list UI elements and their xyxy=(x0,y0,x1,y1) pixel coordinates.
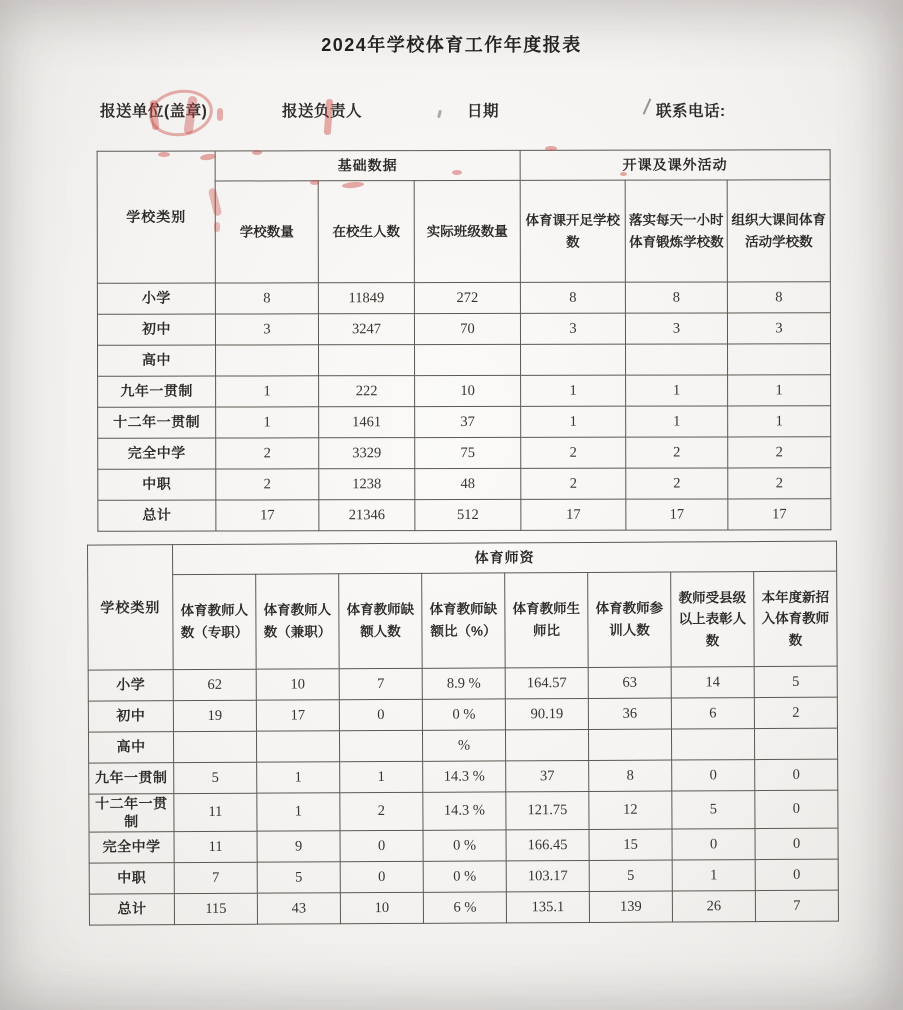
table-cell: 139 xyxy=(589,891,672,922)
table-cell: 2 xyxy=(728,437,831,468)
table-cell: 164.57 xyxy=(505,667,588,698)
table-cell: 1 xyxy=(216,376,319,407)
table-cell: 1 xyxy=(257,762,340,793)
table2-col-parttime-teachers: 体育教师人数（兼职） xyxy=(256,574,339,669)
page-title: 2024年学校体育工作年度报表 xyxy=(321,35,582,55)
table-cell: 10 xyxy=(256,669,339,700)
row-label: 小学 xyxy=(97,283,215,314)
table-cell: % xyxy=(422,730,505,761)
table-cell: 2 xyxy=(521,468,626,499)
table-cell: 11849 xyxy=(318,283,414,314)
table-cell: 37 xyxy=(415,406,521,437)
row-label: 高中 xyxy=(88,732,173,763)
table-cell: 3247 xyxy=(318,314,414,345)
row-label: 初中 xyxy=(88,701,173,732)
table2-col-commended-count: 教师受县级以上表彰人数 xyxy=(671,572,754,667)
report-phone-label: 联系电话: xyxy=(656,103,726,120)
table-row xyxy=(98,468,831,501)
row-label: 十二年一贯制 xyxy=(98,407,216,438)
table2-col-shortage-ratio: 体育教师缺额比（%） xyxy=(422,573,505,668)
table2-corner-header: 学校类别 xyxy=(88,545,174,670)
row-label: 初中 xyxy=(97,314,215,345)
table1-col-break-activity: 组织大课间体育活动学校数 xyxy=(727,180,830,282)
table-cell: 3 xyxy=(727,313,830,344)
table-row xyxy=(89,828,838,863)
table-cell: 0 xyxy=(755,828,838,859)
table1-group-header-row xyxy=(97,150,830,182)
table-cell: 103.17 xyxy=(506,860,589,891)
table-cell: 3 xyxy=(520,313,625,344)
table-cell: 14.3 % xyxy=(423,792,506,830)
table-cell: 0 xyxy=(340,830,423,861)
table-cell xyxy=(588,729,671,760)
table-cell xyxy=(626,344,728,375)
table-cell: 1461 xyxy=(319,407,415,438)
table-cell: 3 xyxy=(625,313,727,344)
table-cell: 10 xyxy=(340,892,423,923)
table-cell: 8 xyxy=(589,760,672,791)
table-cell: 75 xyxy=(415,437,521,468)
row-label: 十二年一贯制 xyxy=(89,794,174,832)
table1-col-pe-class-full: 体育课开足学校数 xyxy=(520,180,625,282)
table-cell: 11 xyxy=(174,793,257,831)
table-cell: 26 xyxy=(672,891,755,922)
table-cell: 0 xyxy=(340,861,423,892)
table-cell: 0 xyxy=(672,829,755,860)
table-cell: 17 xyxy=(256,700,339,731)
table-cell: 48 xyxy=(415,468,521,499)
table-cell: 2 xyxy=(626,468,728,499)
table-row xyxy=(88,728,837,763)
table-cell: 2 xyxy=(626,437,728,468)
table1-col-school-count: 学校数量 xyxy=(215,181,318,283)
table-cell: 272 xyxy=(414,282,520,313)
report-person-label: 报送负责人 xyxy=(282,103,363,120)
table-cell xyxy=(521,344,626,375)
table-cell: 2 xyxy=(340,792,423,830)
table2-col-new-hires: 本年度新招入体育教师数 xyxy=(754,571,837,666)
table-cell: 1 xyxy=(728,406,831,437)
table-row xyxy=(98,499,831,532)
table-cell: 2 xyxy=(216,438,319,469)
table-row xyxy=(97,282,830,315)
row-label: 总计 xyxy=(98,500,216,531)
table-cell xyxy=(415,344,521,375)
table-row xyxy=(97,313,830,346)
table1-group-activities: 开课及课外活动 xyxy=(520,150,830,181)
table-cell: 6 % xyxy=(423,892,506,923)
table-row xyxy=(89,759,838,794)
pen-stroke-mark xyxy=(643,98,652,114)
table-cell: 5 xyxy=(589,860,672,891)
table2-body xyxy=(88,666,838,925)
table-cell: 90.19 xyxy=(505,698,588,729)
table-cell: 0 xyxy=(755,759,838,790)
table-row xyxy=(89,890,838,925)
table-cell: 10 xyxy=(415,375,521,406)
table1-col-class-count: 实际班级数量 xyxy=(414,180,520,282)
table-cell: 1 xyxy=(340,761,423,792)
table-cell xyxy=(173,731,256,762)
row-label: 中职 xyxy=(98,469,216,500)
basic-data-table xyxy=(97,149,832,532)
table-row xyxy=(89,859,838,894)
table-cell: 8 xyxy=(625,282,727,313)
table-cell xyxy=(728,344,831,375)
table-cell: 6 xyxy=(671,698,754,729)
table-cell: 2 xyxy=(216,469,319,500)
pen-stroke-mark xyxy=(437,110,442,118)
table-cell: 512 xyxy=(415,499,521,530)
table-cell: 2 xyxy=(728,468,831,499)
table-cell: 36 xyxy=(588,698,671,729)
table2-column-header-row xyxy=(88,571,837,670)
table-cell: 0 xyxy=(755,790,838,828)
table-cell xyxy=(754,728,837,759)
table-cell: 1 xyxy=(257,793,340,831)
table-cell: 3 xyxy=(215,314,318,345)
table2-col-shortage-count: 体育教师缺额人数 xyxy=(339,573,422,668)
table-cell: 0 % xyxy=(423,830,506,861)
table-cell: 1 xyxy=(216,407,319,438)
table2-col-trained-count: 体育教师参训人数 xyxy=(588,572,671,667)
table-cell: 17 xyxy=(728,499,831,530)
table-cell xyxy=(505,729,588,760)
table-row xyxy=(88,697,837,732)
table-cell xyxy=(319,345,415,376)
report-unit-label: 报送单位(盖章) xyxy=(100,103,208,120)
pe-teachers-table xyxy=(87,541,839,926)
table2-group-pe-staff: 体育师资 xyxy=(173,541,837,574)
row-label: 九年一贯制 xyxy=(89,763,174,794)
row-label: 完全中学 xyxy=(89,832,174,863)
table-cell: 166.45 xyxy=(506,829,589,860)
table1-body xyxy=(97,282,831,532)
table-cell: 5 xyxy=(672,791,755,829)
row-label: 九年一贯制 xyxy=(98,376,216,407)
table-cell: 14.3 % xyxy=(423,761,506,792)
table-cell: 0 xyxy=(339,699,422,730)
table-cell: 8 xyxy=(727,282,830,313)
table2-col-teacher-ratio: 体育教师生师比 xyxy=(505,572,588,667)
table-cell: 62 xyxy=(173,669,256,700)
table-cell: 1 xyxy=(672,860,755,891)
table-cell xyxy=(671,729,754,760)
red-stamp-mark xyxy=(217,108,223,121)
table-row xyxy=(98,375,831,408)
table-cell: 63 xyxy=(588,667,671,698)
table-cell: 135.1 xyxy=(506,891,589,922)
table-cell xyxy=(339,730,422,761)
table-cell: 1 xyxy=(626,375,728,406)
table-cell: 121.75 xyxy=(506,791,589,829)
table-cell: 0 xyxy=(755,859,838,890)
table-cell: 12 xyxy=(589,791,672,829)
table-cell: 5 xyxy=(754,666,837,697)
table-cell: 14 xyxy=(671,667,754,698)
row-label: 小学 xyxy=(88,670,173,701)
table-row xyxy=(98,406,831,439)
table-row xyxy=(89,790,838,832)
table-cell xyxy=(256,731,339,762)
table-cell: 21346 xyxy=(319,500,415,531)
row-label: 总计 xyxy=(89,894,174,925)
row-label: 高中 xyxy=(98,345,216,376)
table-cell: 17 xyxy=(521,499,626,530)
row-label: 中职 xyxy=(89,863,174,894)
table1-corner-header: 学校类别 xyxy=(97,151,215,283)
table-cell: 8 xyxy=(520,282,625,313)
table-cell: 5 xyxy=(174,762,257,793)
table-cell: 37 xyxy=(506,760,589,791)
table-cell: 15 xyxy=(589,829,672,860)
table-cell: 70 xyxy=(414,313,520,344)
table-cell: 222 xyxy=(319,376,415,407)
table2-col-fulltime-teachers: 体育教师人数（专职） xyxy=(173,574,256,669)
table-cell: 0 xyxy=(672,760,755,791)
table-cell: 1 xyxy=(626,406,728,437)
table-cell: 2 xyxy=(521,437,626,468)
table-cell: 1238 xyxy=(319,469,415,500)
table-cell: 1 xyxy=(521,375,626,406)
table-cell: 7 xyxy=(755,890,838,921)
table-cell: 8.9 % xyxy=(422,668,505,699)
table-cell xyxy=(216,345,319,376)
table-cell: 3329 xyxy=(319,438,415,469)
row-label: 完全中学 xyxy=(98,438,216,469)
report-date-label: 日期 xyxy=(467,103,500,120)
table-cell: 0 % xyxy=(423,861,506,892)
table-row xyxy=(98,344,831,377)
table2-group-header-row xyxy=(88,541,837,575)
table-row xyxy=(98,437,831,470)
table-cell: 19 xyxy=(173,700,256,731)
table-cell: 1 xyxy=(521,406,626,437)
table1-col-student-count: 在校生人数 xyxy=(318,181,414,283)
table-cell: 115 xyxy=(174,893,257,924)
table-row xyxy=(88,666,837,701)
table-cell: 2 xyxy=(754,697,837,728)
table-cell: 17 xyxy=(216,500,319,531)
table1-group-basic-data: 基础数据 xyxy=(215,150,520,181)
table-cell: 5 xyxy=(257,862,340,893)
table-cell: 1 xyxy=(728,375,831,406)
table-cell: 7 xyxy=(174,862,257,893)
table1-col-daily-exercise: 落实每天一小时体育锻炼学校数 xyxy=(625,180,727,282)
table-cell: 7 xyxy=(339,668,422,699)
table-cell: 0 % xyxy=(422,699,505,730)
table-cell: 11 xyxy=(174,831,257,862)
table-cell: 17 xyxy=(626,499,728,530)
table-cell: 8 xyxy=(215,283,318,314)
table-cell: 9 xyxy=(257,831,340,862)
table-cell: 43 xyxy=(257,893,340,924)
